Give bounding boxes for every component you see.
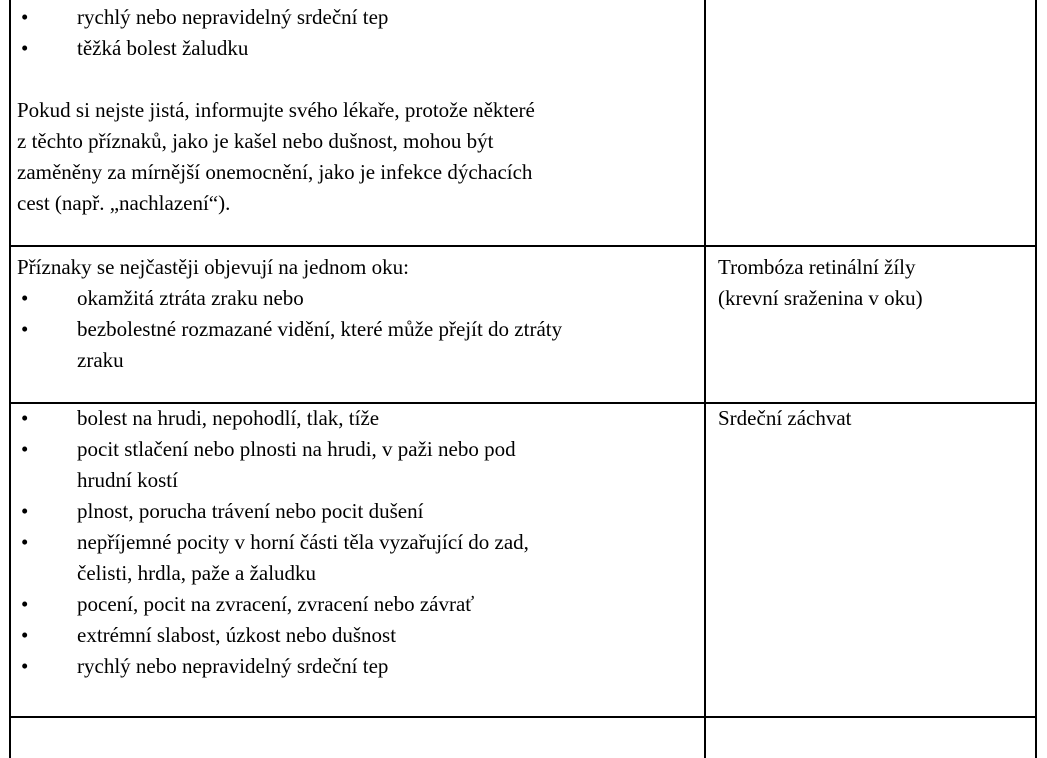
list-item: [9, 314, 699, 376]
note-line: zaměněny za mírnější onemocnění, jako je infekce dýchacích: [17, 160, 533, 184]
note-line: cest (např. „nachlazení“).: [17, 191, 231, 215]
list-item: [9, 527, 699, 589]
symptoms-table: [9, 0, 1037, 758]
condition-name: (krevní sraženina v oku): [718, 286, 923, 310]
list-item-text: extrémní slabost, úzkost nebo dušnost: [77, 623, 397, 647]
list-item: [9, 620, 699, 651]
bullet-glyph: •: [21, 530, 29, 554]
row3-condition-cell: [718, 403, 1034, 434]
list-item-text: čelisti, hrdla, paže a žaludku: [77, 561, 317, 585]
column-divider: [704, 0, 706, 758]
list-item-text: pocit stlačení nebo plnosti na hrudi, v paži nebo pod: [77, 437, 516, 461]
warning-note: [9, 95, 699, 219]
list-item-text: těžká bolest žaludku: [77, 36, 249, 60]
list-item: [9, 589, 699, 620]
list-item: [9, 2, 699, 33]
bullet-glyph: •: [21, 499, 29, 523]
list-item: [9, 283, 699, 314]
row2-condition-cell: [718, 252, 1034, 314]
bullet-glyph: •: [21, 5, 29, 29]
bullet-glyph: •: [21, 286, 29, 310]
condition-name: Srdeční záchvat: [718, 406, 852, 430]
row-divider: [9, 245, 1037, 247]
list-item-text: plnost, porucha trávení nebo pocit dušení: [77, 499, 424, 523]
list-item-text: okamžitá ztráta zraku nebo: [77, 286, 304, 310]
bullet-glyph: •: [21, 654, 29, 678]
row2-intro: Příznaky se nejčastěji objevují na jednom oku:: [17, 255, 409, 279]
list-item-text: rychlý nebo nepravidelný srdeční tep: [77, 654, 389, 678]
list-item-text: hrudní kostí: [77, 468, 178, 492]
row-divider: [9, 716, 1037, 718]
row1-symptoms-cell: [9, 2, 699, 219]
row2-symptoms-cell: [9, 252, 699, 376]
bullet-glyph: •: [21, 36, 29, 60]
bullet-glyph: •: [21, 437, 29, 461]
list-item-text: pocení, pocit na zvracení, zvracení nebo závrať: [77, 592, 475, 616]
list-item-text: bolest na hrudi, nepohodlí, tlak, tíže: [77, 406, 380, 430]
list-item: [9, 434, 699, 496]
bullet-glyph: •: [21, 317, 29, 341]
bullet-glyph: •: [21, 623, 29, 647]
note-line: Pokud si nejste jistá, informujte svého lékaře, protože některé: [17, 98, 535, 122]
note-line: z těchto příznaků, jako je kašel nebo dušnost, mohou být: [17, 129, 494, 153]
list-item: [9, 33, 699, 64]
row3-symptoms-cell: [9, 403, 699, 682]
list-item-text: bezbolestné rozmazané vidění, které může přejít do ztráty: [77, 317, 563, 341]
bullet-glyph: •: [21, 406, 29, 430]
list-item: [9, 403, 699, 434]
list-item: [9, 651, 699, 682]
list-item-text: zraku: [77, 348, 124, 372]
condition-name: Trombóza retinální žíly: [718, 255, 916, 279]
list-item-text: rychlý nebo nepravidelný srdeční tep: [77, 5, 389, 29]
bullet-glyph: •: [21, 592, 29, 616]
list-item-text: nepříjemné pocity v horní části těla vyzařující do zad,: [77, 530, 529, 554]
list-item: [9, 496, 699, 527]
table-right-border: [1035, 0, 1037, 758]
